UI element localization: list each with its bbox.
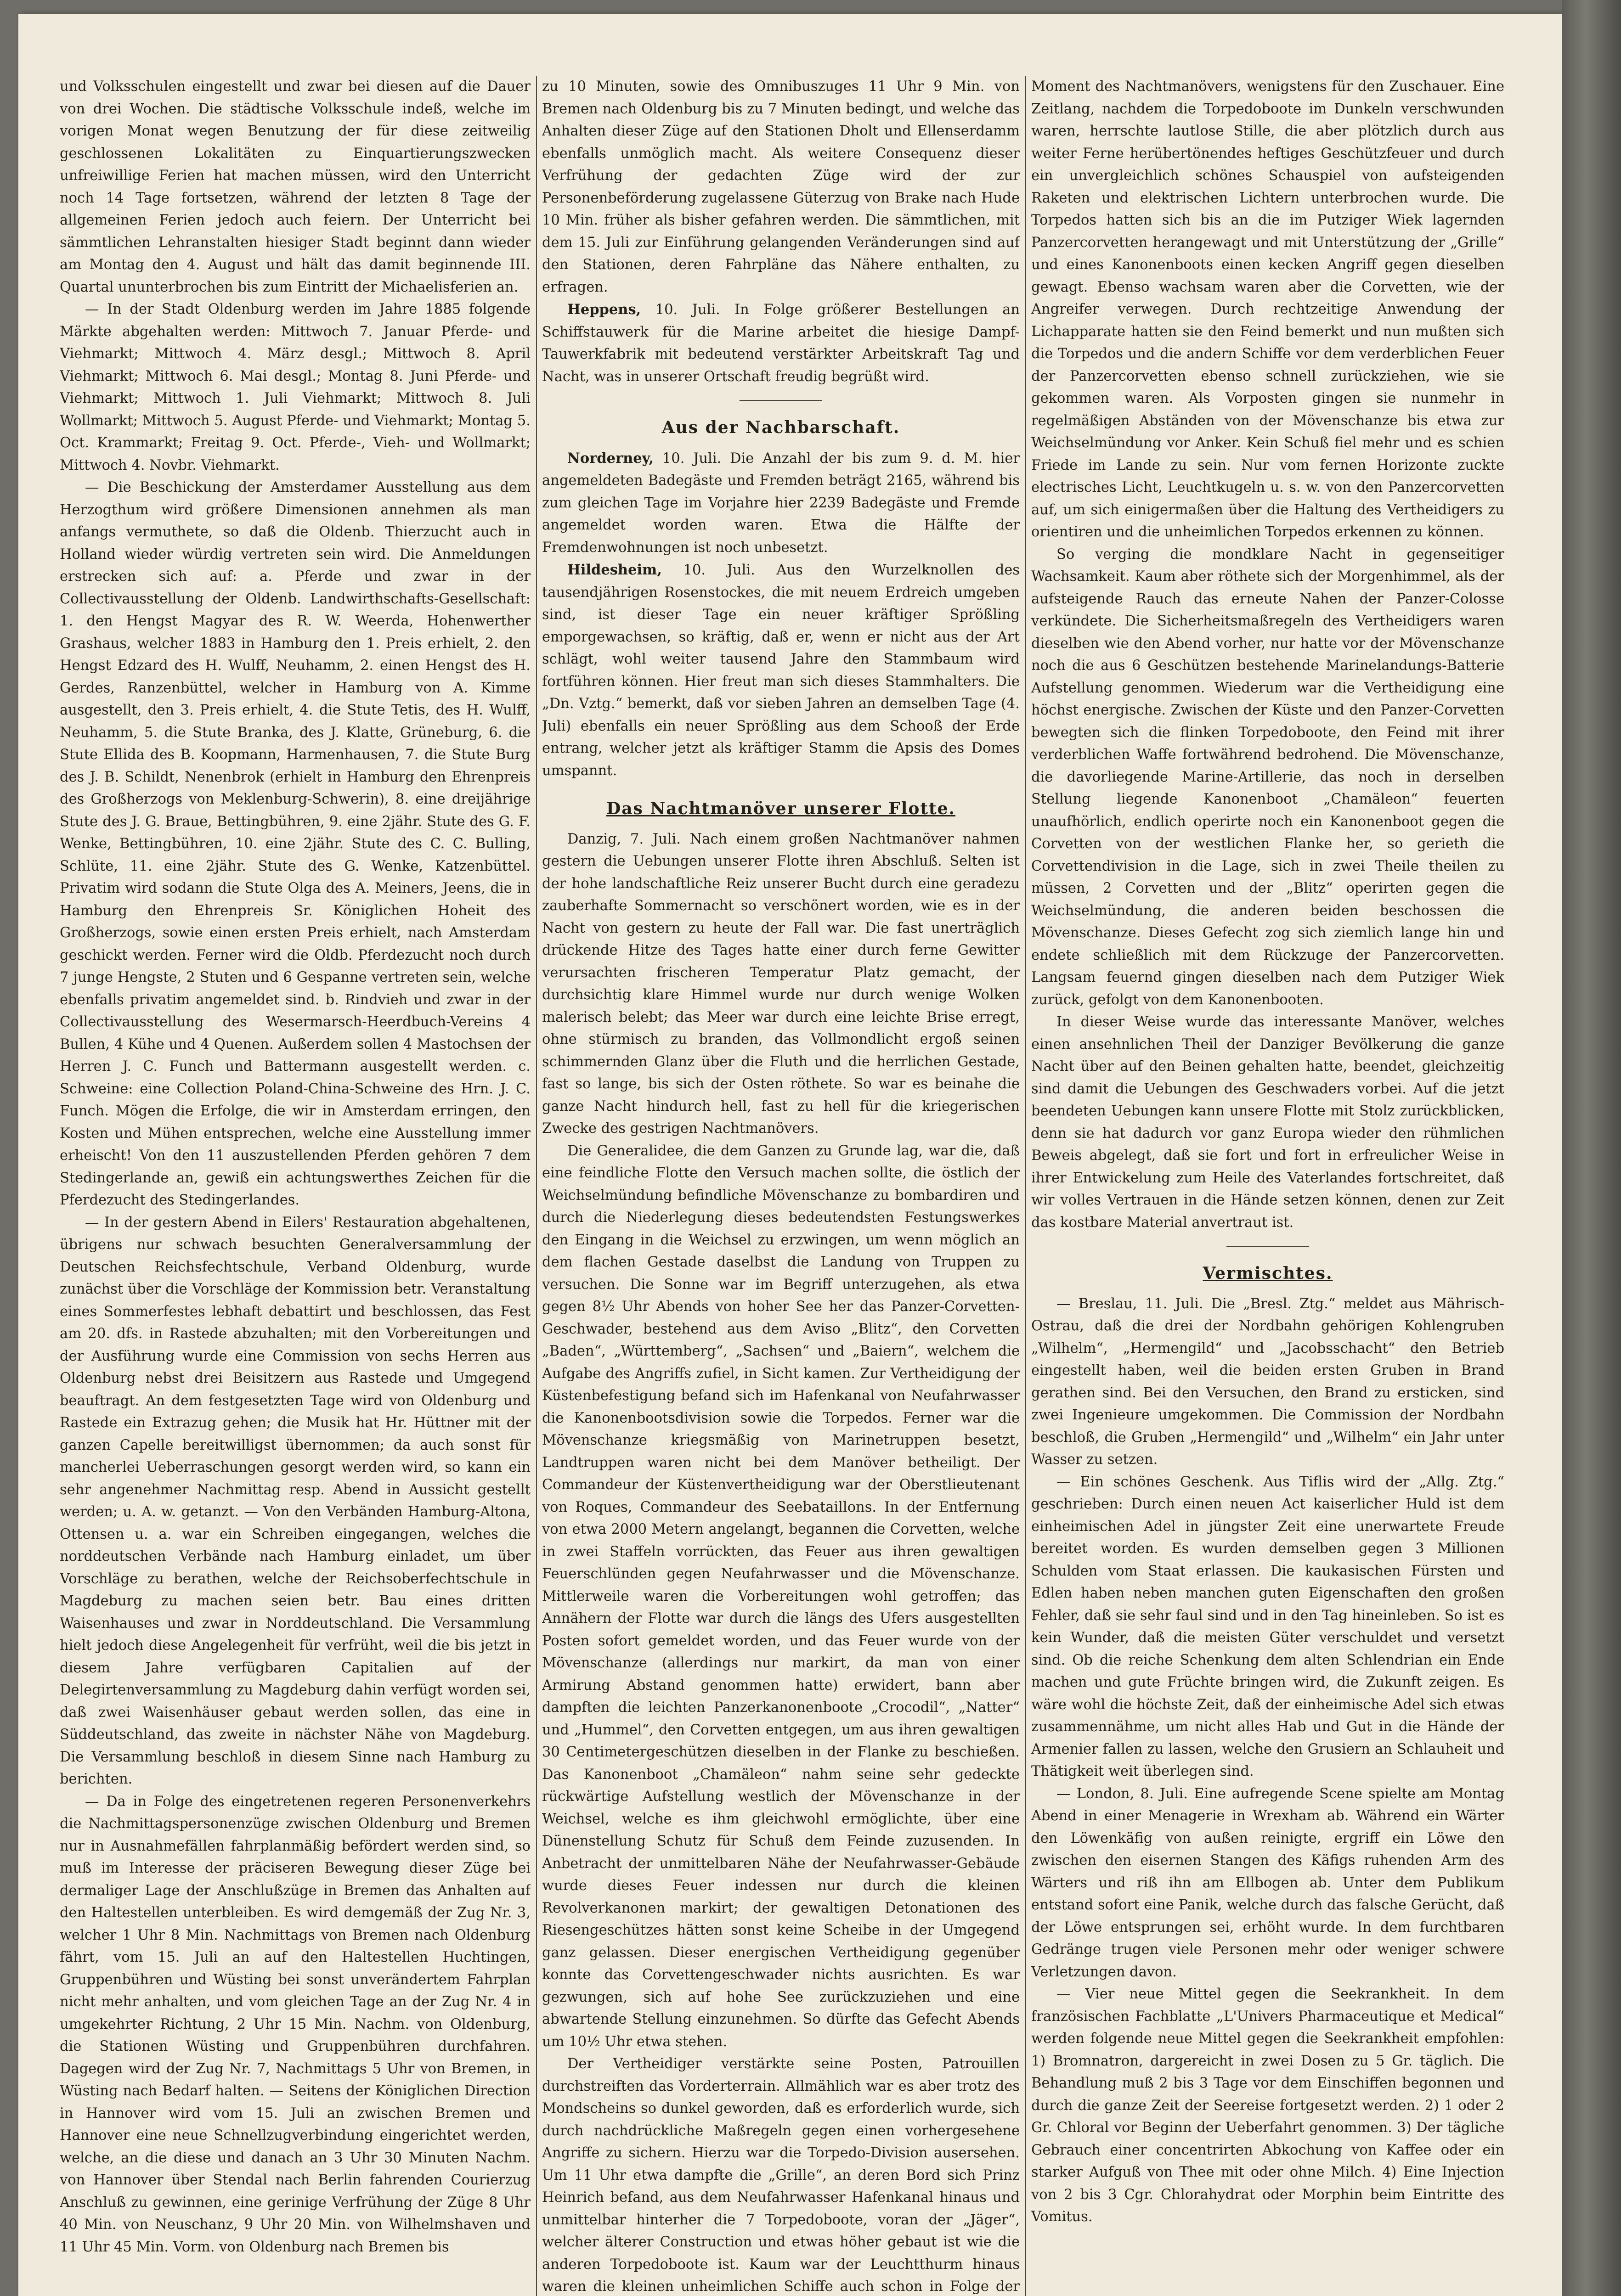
dateline: Danzig, 7. Juli. [567, 831, 681, 847]
article-text: 10. Juli. Die Anzahl der bis zum 9. d. M. hier angemeldeten Badegäste und Fremden beträgt 2165, während bis zum gleichen Tage im Vorjahre hier 2239 Badegäste und Fremde angemeldet worden waren. Etwa die Hälfte der Fremdenwohnungen ist noch unbesetzt. [542, 450, 1020, 556]
column-middle [542, 76, 1020, 2296]
article-text: 10. Juli. Aus den Wurzelknollen des tausendjährigen Rosenstockes, die mit neuem Erdreich umgeben sind, ist dieser Tage ein neuer kräftiger Sprößling emporgewachsen, so kräftig, daß er, wenn er nicht aus der Art schlägt, wohl weiter tausend Jahre den Stammbaum wird fortführen können. Hier freut man sich dieses Stammhalters. Die „Dn. Vztg.“ bemerkt, daß vor sieben Jahren an demselben Tage (4. Juli) ebenfalls ein neuer Sprößling aus dem Schooß der Erde entrang, welcher jetzt als kräftiger Stamm die Apsis des Domes umspannt. [542, 562, 1020, 779]
article-seasickness: — Vier neue Mittel gegen die Seekrankheit. In dem französischen Fachblatte „L'Univers Pharmaceutique et Medical“ werden folgende neue Mittel gegen die Seekrankheit empfohlen: 1) Bromnatron, dargereicht in zwei Dosen zu 5 Gr. täglich. Die Behandlung muß 2 bis 3 Tage vor dem Einschiffen begonnen und durch die ganze Zeit der Seereise fortgesetzt werden. 2) 1 oder 2 Gr. Chloral vor Beginn der Ueberfahrt genommen. 3) Der tägliche Gebrauch einer concentrirten Abkochung von Kaffee oder ein starker Aufguß von Thee mit oder ohne Milch. 4) Eine Injection von 2 bis 3 Cgr. Chlorahydrat oder Morphin beim Eintritte des Vomitus. [1031, 1986, 1504, 2225]
separator-rule [740, 400, 822, 401]
separator-rule [1226, 1246, 1309, 1247]
column-divider [536, 76, 537, 2296]
article-fleet-intro [542, 828, 1020, 1140]
article-fleet-paragraph: Der Vertheidiger verstärkte seine Posten, Patrouillen durchstreiften das Vorderterrain. Allmählich war es aber trotz des Mondscheins so dunkel geworden, daß es erforderlich wurde, sich durch nachdrückliche Maßregeln gegen einen vorhergesehene Angriffe zu sichern. Hierzu war die Torpedo-Division ausersehen. Um 11 Uhr etwa dampfte die „Grille“, an deren Bord sich Prinz Heinrich befand, aus dem Neufahrwasser Hafenkanal hinaus und unmittelbar hinterher die 7 Torpedoboote, voran der „Jäger“, welcher älterer Construction und etwas höher gebaut ist wie die anderen Torpedoboote ist. Kaum war der Leuchtthurm hinaus waren die kleinen unheimlichen Schiffe auch schon in Folge der [542, 2056, 1020, 2295]
book-edge [1562, 0, 1621, 2296]
article-norderney [542, 447, 1020, 559]
newspaper-page [18, 14, 1562, 2296]
article-breslau: — Breslau, 11. Juli. Die „Bresl. Ztg.“ meldet aus Mährisch-Ostrau, daß die drei der Nordbahn gehörigen Kohlengruben „Wilhelm“, „Hermengild“ und „Jacobsschacht“ den Betrieb eingestellt haben, weil die beiden ersten Gruben in Brand gerathen sind. Bei den Versuchen, den Brand zu ersticken, sind zwei Ingenieure umgekommen. Die Commission der Nordbahn beschloß, die Gruben „Hermengild“ und „Wilhelm“ ein Jahr unter Wasser zu setzen. [1031, 1295, 1504, 1468]
dateline-place: Hildesheim, [567, 562, 662, 578]
column-left [60, 76, 531, 2296]
article-fleet-paragraph: In dieser Weise wurde das interessante Manöver, welches einen ansehnlichen Theil der Danziger Bevölkerung die ganze Nacht über auf den Beinen gehalten hatte, beendet, gleichzeitig sind damit die Uebungen des Geschwaders vorbei. Auf die jetzt beendeten Uebungen kann unsere Flotte mit Stolz zurückblicken, denn sie hat dadurch vor ganz Europa wieder den rühmlichen Beweis abgelegt, daß sie fort und fort in erfreulicher Weise in ihrer Entwickelung zum Heile des Vaterlandes fortschreitet, daß wir volles Vertrauen in die Hände setzen können, denen zur Zeit das kostbare Material anvertraut ist. [1031, 1014, 1504, 1231]
article-heading: Das Nachtmanöver unserer Flotte. [606, 799, 956, 818]
article-school-holidays: und Volksschulen eingestellt und zwar bei diesen auf die Dauer von drei Wochen. Die städtische Volksschule indeß, welche im vorigen Monat wegen Benutzung der für diese zeitweilig geschlossenen Lokalitäten zu Einquartierungszwecken unfreiwillige Ferien hat machen müssen, wird den Unterricht noch 14 Tage fortsetzen, während der letzten 8 Tage der allgemeinen Ferien jedoch auch feiern. Der Unterricht bei sämmtlichen Lehranstalten hiesiger Stadt beginnt dann wieder am Montag den 4. August und hält das damit beginnende III. Quartal ununterbrochen bis zum Eintritt der Michaelisferien an. [60, 79, 531, 295]
article-train-schedule: — Da in Folge des eingetretenen regeren Personenverkehrs die Nachmittagspersonenzüge zwischen Oldenburg und Bremen nur in Ausnahmefällen fahrplanmäßig befördert werden sind, so muß im Interesse der präciseren Bewegung dieser Züge bei dermaliger Lage der Anschlußzüge in Bremen das Anhalten auf den Haltestellen unterbleiben. Es wird demgemäß der Zug Nr. 3, welcher 1 Uhr 8 Min. Nachmittags von Bremen nach Oldenburg fährt, vom 15. Juli an auf den Haltestellen Huchtingen, Gruppenbühren und Wüsting bei sonst unverändertem Fahrplan nicht mehr anhalten, und vom gleichen Tage an der Zug Nr. 4 in umgekehrter Richtung, 2 Uhr 15 Min. Nachm. von Oldenburg, die Stationen Wüsting und Gruppenbühren durchfahren. Dagegen wird der Zug Nr. 7, Nachmittags 5 Uhr von Bremen, in Wüsting nach Bedarf halten. — Seitens der Königlichen Direction in Hannover wird vom 15. Juli an zwischen Bremen und Hannover eine neue Schnellzugverbindung eingerichtet werden, welche, an die diese und danach an 3 Uhr 30 Minuten Nachm. von Hannover über Stendal nach Berlin fahrenden Courierzug Anschluß zu gewinnen, eine gerinige Verfrühung der Züge 8 Uhr 40 Min. von Neuschanz, 9 Uhr 20 Min. von Wilhelmshaven und 11 Uhr 45 Min. Vorm. von Oldenburg nach Bremen bis [60, 1793, 531, 2255]
dateline-place: Heppens, [567, 301, 641, 318]
section-heading: Vermischtes. [1203, 1264, 1333, 1283]
article-hildesheim [542, 559, 1020, 782]
column-right [1031, 76, 1504, 2296]
article-heppens [542, 298, 1020, 388]
article-markets-1885: — In der Stadt Oldenburg werden im Jahre 1885 folgende Märkte abgehalten werden: Mittwoch 7. Januar Pferde- und Viehmarkt; Mittwoch 4. März desgl.; Mittwoch 8. April Viehmarkt; Mittwoch 6. Mai desgl.; Montag 8. Juni Pferde- und Viehmarkt; Mittwoch 1. Juli Viehmarkt; Mittwoch 8. Juli Wollmarkt; Mittwoch 5. August Pferde- und Viehmarkt; Montag 5. Oct. Krammarkt; Freitag 9. Oct. Pferde-, Vieh- und Wollmarkt; Mittwoch 4. Novbr. Viehmarkt. [60, 301, 531, 473]
article-fleet-paragraph: So verging die mondklare Nacht in gegenseitiger Wachsamkeit. Kaum aber röthete sich der Morgenhimmel, als der aufsteigende Rauch das erneute Nahen der Panzer-Colosse verkündete. Die Sicherheitsmaßregeln des Vertheidigers waren dieselben wie den Abend vorher, nur hatte vor der Mövenschanze noch die aus 6 Geschützen bestehende Marinelandungs-Batterie Aufstellung genommen. Wiederum war die Vertheidigung eine höchst energische. Zwischen der Küste und den Panzer-Corvetten bewegten sich die flinken Torpedoboote, den Feind mit ihrer verderblichen Waffe fortwährend bedrohend. Die Mövenschanze, die davorliegende Marine-Artillerie, das noch in derselben Stellung liegende Kanonenboot „Chamäleon“ feuerten unaufhörlich, endlich operirte noch ein Kanonenboot gegen die Corvetten von der westlichen Flanke her, so gerieth die Corvettendivision in die Lage, sich in zwei Theile theilen zu müssen, 2 Corvetten und der „Blitz“ operirten gegen die Weichselmündung, die anderen beiden beschossen die Mövenschanze. Dieses Gefecht zog sich ziemlich lange hin und endete schließlich mit dem Rückzuge der Panzercorvetten. Langsam feuernd gingen dieselben nach dem Putziger Wiek zurück, gefolgt von dem Kanonenbooten. [1031, 546, 1504, 1008]
article-text: 10. Juli. In Folge größerer Bestellungen an Schiffstauwerk für die Marine arbeitet die hiesige Dampf-Tauwerkfabrik mit bedeutend verstärkter Arbeitskraft Tag und Nacht, was in unserer Ortschaft freudig begrüßt wird. [542, 302, 1020, 385]
article-tiflis: — Ein schönes Geschenk. Aus Tiflis wird der „Allg. Ztg.“ geschrieben: Durch einen neuen Act kaiserlicher Huld ist dem einheimischen Adel in jüngster Zeit eine unerwartete Freude bereitet worden. Es wurden demselben gegen 3 Millionen Schulden vom Staat erlassen. Die kaukasischen Fürsten und Edlen haben neben manchen guten Eigenschaften den großen Fehler, daß sie sehr faul sind und in den Tag hineinleben. So ist es kein Wunder, daß die meisten Güter verschuldet und versetzt sind. Ob die reiche Schenkung dem alten Schlendrian ein Ende machen und gute Früchte bringen wird, die Zukunft zeigen. Es wäre wohl die höchste Zeit, daß der einheimische Adel sich etwas zusammennähme, um nicht alles Hab und Gut in die Hände der Armenier fallen zu lassen, welche den Grusiern an Schlauheit und Thätigkeit weit überlegen sind. [1031, 1474, 1504, 1779]
article-amsterdam-exhibition: — Die Beschickung der Amsterdamer Ausstellung aus dem Herzogthum wird größere Dimensionen annehmen als man anfangs vermuthete, so daß die Oldenb. Thierzucht auch in Holland wieder würdig vertreten sein wird. Die Anmeldungen erstrecken sich auf: a. Pferde und zwar in der Collectivausstellung der Oldenb. Landwirthschafts-Gesellschaft: 1. den Hengst Magyar des R. W. Weerda, Hohenwerther Grashaus, welcher 1883 in Hamburg den 1. Preis erhielt, 2. den Hengst Edzard des H. Wulff, Neuhamm, 2. einen Hengst des H. Gerdes, Ranzenbüttel, welcher in Hamburg von A. Kimme ausgestellt, den 3. Preis erhielt, 4. die Stute Tetis, des H. Wulff, Neuhamm, 5. die Stute Branka, des J. Klatte, Grüneburg, 6. die Stute Ellida des B. Koopmann, Harmenhausen, 7. die Stute Burg des J. B. Schildt, Nenenbrok (erhielt in Hamburg den Ehrenpreis des Großherzogs von Meklenburg-Schwerin), 8. eine dreijährige Stute des J. G. Braue, Bettingbühren, 9. eine 2jähr. Stute des G. F. Wenke, Bettingbühren, 10. eine 2jähr. Stute des C. C. Bulling, Schlüte, 11. eine 2jähr. Stute des G. Wenke, Katzenbüttel. Privatim wird sodann die Stute Olga des A. Meiners, Jeens, die in Hamburg den Ehrenpreis Sr. Königlichen Hoheit des Großherzogs, sowie einen ersten Preis erhielt, nach Amsterdam geschickt werden. Ferner wird die Oldb. Pferdezucht noch durch 7 junge Hengste, 2 Stuten und 6 Gespanne vertreten sein, welche ebenfalls privatim angemeldet sind. b. Rindvieh und zwar in der Collectivausstellung des Wesermarsch-Heerdbuch-Vereins 4 Bullen, 4 Kühe und 4 Quenen. Außerdem sollen 4 Mastochsen der Herren J. C. Funch und Battermann ausgestellt werden. c. Schweine: eine Collection Poland-China-Schweine des Hrn. J. C. Funch. Mögen die Erfolge, die wir in Amsterdam erringen, den Kosten und Mühen entsprechen, welche eine Ausstellung immer erheischt! Von den 11 auszustellenden Pferden gehören 7 dem Stedingerlande an, gewiß ein achtungswerthes Zeichen für die Pferdezucht des Stedingerlandes. [60, 479, 531, 1208]
dateline-place: Norderney, [567, 450, 654, 467]
column-divider [1025, 76, 1026, 2296]
article-london: — London, 8. Juli. Eine aufregende Scene spielte am Montag Abend in einer Menagerie in Wrexham ab. Während ein Wärter den Löwenkäfig von außen reinigte, ergriff ein Löwe den zwischen den eisernen Stangen des Käfigs ruhenden Arm des Wärters und riß ihn am Ellbogen ab. Unter dem Publikum entstand sofort eine Panik, welche durch das falsche Gerücht, daß der Löwe entsprungen sei, erhöht wurde. In dem furchtbaren Gedränge trugen viele Personen mehr oder weniger schwere Verletzungen davon. [1031, 1785, 1504, 1980]
article-fleet-paragraph: Die Generalidee, die dem Ganzen zu Grunde lag, war die, daß eine feindliche Flotte den Versuch machen sollte, die östlich der Weichselmündung befindliche Mövenschanze zu bombardiren und durch die Niederlegung dieses bedeutendsten Festungswerkes den Eingang in die Weichsel zu erzwingen, um wenn möglich an dem flachen Gestade daselbst die Landung von Truppen zu versuchen. Die Sonne war im Begriff unterzugehen, als etwa gegen 8½ Uhr Abends von hoher See her das Panzer-Corvetten-Geschwader, bestehend aus dem Aviso „Blitz“, den Corvetten „Baden“, „Württemberg“, „Sachsen“ und „Baiern“, welchem die Aufgabe des Angriffs zufiel, in Sicht kamen. Zur Vertheidigung der Küstenbefestigung befand sich im Hafenkanal von Neufahrwasser die Kanonenbootsdivision sowie die Torpedos. Ferner war die Mövenschanze kriegsmäßig von Marinetruppen besetzt, Landtruppen waren nicht bei dem Manöver betheiligt. Der Commandeur der Küstenvertheidigung war der Oberstlieutenant von Roques, Commandeur des Seebataillons. In der Entfernung von etwa 2000 Metern angelangt, begannen die Corvetten, welche in zwei Staffeln vorrückten, das Feuer aus ihren gewaltigen Feuerschlünden gegen Neufahrwasser und die Mövenschanze. Mittlerweile waren die Vorbereitungen wohl getroffen; das Annähern der Flotte war durch die längs des Ufers ausgestellten Posten sofort gemeldet worden, und das Feuer wurde von der Mövenschanze (allerdings nur markirt, da man von einer Armirung Abstand genommen hatte) erwidert, bann aber dampften die leichten Panzerkanonenboote „Crocodil“, „Natter“ und „Hummel“, den Corvetten entgegen, um aus ihren gewaltigen 30 Centimetergeschützen dieselben in der Flanke zu beschießen. Das Kanonenboot „Chamäleon“ nahm seine sehr gedeckte rückwärtige Aufstellung westlich der Mövenschanze in der Weichsel, welche es ihm gleichwohl ermöglichte, über eine Dünenstellung Schutz für Schuß dem Feinde zuzusenden. In Anbetracht der unmittelbaren Nähe der Neufahrwasser-Gebäude wurde dieses Feuer indessen nur durch die kleinen Revolverkanonen markirt; der gewaltigen Detonationen des Riesengeschützes hätten sonst keine Scheibe in der Umgegend ganz gelassen. Dieser energischen Vertheidigung gegenüber konnte das Corvettengeschwader nichts ausrichten. Es war gezwungen, sich auf hohe See zurückzuziehen und eine abwartende Stellung einzunehmen. So dürfte das Gefecht Abends um 10½ Uhr etwa stehen. [542, 1142, 1020, 2050]
article-fleet-continued: Moment des Nachtmanövers, wenigstens für den Zuschauer. Eine Zeitlang, nachdem die Torpedoboote im Dunkeln verschwunden waren, herrschte lautlose Stille, die aber plötzlich durch aus weiter Ferne herübertönendes heftiges Geschützfeuer und durch ein unvergleichlich schönes Schauspiel von aufsteigenden Raketen und elektrischen Lichtern unterbrochen wurde. Die Torpedos hatten sich bis an die im Putziger Wiek lagernden Panzercorvetten herangewagt und mit Unterstützung der „Grille“ und eines Kanonenboots einen kecken Angriff gegen dieselben gewagt. Ebenso wachsam waren aber die Corvetten, wie der Angreifer verwegen. Durch rechtzeitige Anwendung der Lichapparate hatten sie den Feind bemerkt und nun mußten sich die Torpedos und die andern Schiffe vor dem verderblichen Feuer der Panzercorvetten ebenso schnell zurückziehen, wie sie gekommen waren. Als Vorposten gingen sie nunmehr in regelmäßigen Abständen von der Mövenschanze bis etwa zur Weichselmündung vor Anker. Kein Schuß fiel mehr und es schien Friede im Lande zu sein. Nur vom fernen Horizonte zuckte electrisches Licht, Leuchtkugeln u. s. w. von den Panzercorvetten auf, um sich einigermaßen über die Haltung des Vertheidigers zu orientiren und die unheimlichen Torpedos erkennen zu können. [1031, 79, 1504, 540]
article-text: Nach einem großen Nachtmanöver nahmen gestern die Uebungen unserer Flotte ihren Abschluß. Selten ist der hohe landschaftliche Reiz unserer Bucht durch eine geradezu zauberhafte Sommernacht so verschönert worden, wie es in der Nacht von gestern zu heute der Fall war. Die fast unerträglich drückende Hitze des Tages hatte einer durch ferne Gewitter verursachten frischeren Temperatur Platz gemacht, der durchsichtig klare Himmel wurde nur durch wenige Wolken malerisch belebt; das Meer war durch eine leichte Brise erregt, ohne stürmisch zu branden, das Vollmondlicht ergoß seinen schimmernden Glanz über die Fluth und die herrlichen Gestade, fast so lange, bis sich der Osten röthete. So war es beinahe die ganze Nacht hindurch hell, fast zu hell für die kriegerischen Zwecke des gestrigen Nachtmanövers. [542, 831, 1020, 1137]
section-heading: Aus der Nachbarschaft. [661, 418, 900, 437]
article-train-schedule-continued: zu 10 Minuten, sowie des Omnibuszuges 11 Uhr 9 Min. von Bremen nach Oldenburg bis zu 7 Minuten bedingt, und welche das Anhalten dieser Züge auf den Stationen Dholt und Ellenserdamm ebenfalls unmöglich macht. Als weitere Consequenz dieser Verfrühung der gedachten Züge wird der zur Personenbeförderung zugelassene Güterzug von Brake nach Hude 10 Min. früher als bisher gefahren werden. Die sämmtlichen, mit dem 15. Juli zur Einführung gelangenden Veränderungen sind auf den Stationen, deren Fahrpläne das Nähere enthalten, zu erfragen. [542, 79, 1020, 295]
article-fencing-school: — In der gestern Abend in Eilers' Restauration abgehaltenen, übrigens nur schwach besuchten Generalversammlung der Deutschen Reichsfechtschule, Verband Oldenburg, wurde zunächst über die Vorschläge der Kommission betr. Veranstaltung eines Sommerfestes lebhaft debattirt und beschlossen, das Fest am 20. dfs. in Rastede abzuhalten; mit den Vorbereitungen und der Ausführung wurde eine Commission von sechs Herren aus Oldenburg nebst drei Beisitzern aus Rastede und Umgegend beauftragt. An dem festgesetzten Tage wird von Oldenburg und Rastede ein Extrazug gehen; die Musik hat Hr. Hüttner mit der ganzen Capelle bereitwilligst übernommen; da auch sonst für mancherlei Ueberraschungen gesorgt werden wird, so kann ein sehr angenehmer Nachmittag resp. Abend in Aussicht gestellt werden; u. A. w. getanzt. — Von den Verbänden Hamburg-Altona, Ottensen u. a. war ein Schreiben eingegangen, welches die norddeutschen Verbände nach Hamburg einladet, um über Vorschläge zu berathen, welche der Reichsoberfechtschule in Magdeburg zu machen seien betr. Bau eines dritten Waisenhauses und zwar in Norddeutschland. Die Versammlung hielt jedoch diese Angelegenheit für verfrüht, weil die bis jetzt in diesem Jahre verfügbaren Capitalien auf der Delegirtenversammlung zu Magdeburg dahin verfügt worden sei, daß zwei Waisenhäuser gebaut werden sollen, das eine in Süddeutschland, das zweite in nächster Nähe von Magdeburg. Die Versammlung beschloß in diesem Sinne nach Hamburg zu berichten. [60, 1214, 531, 1787]
